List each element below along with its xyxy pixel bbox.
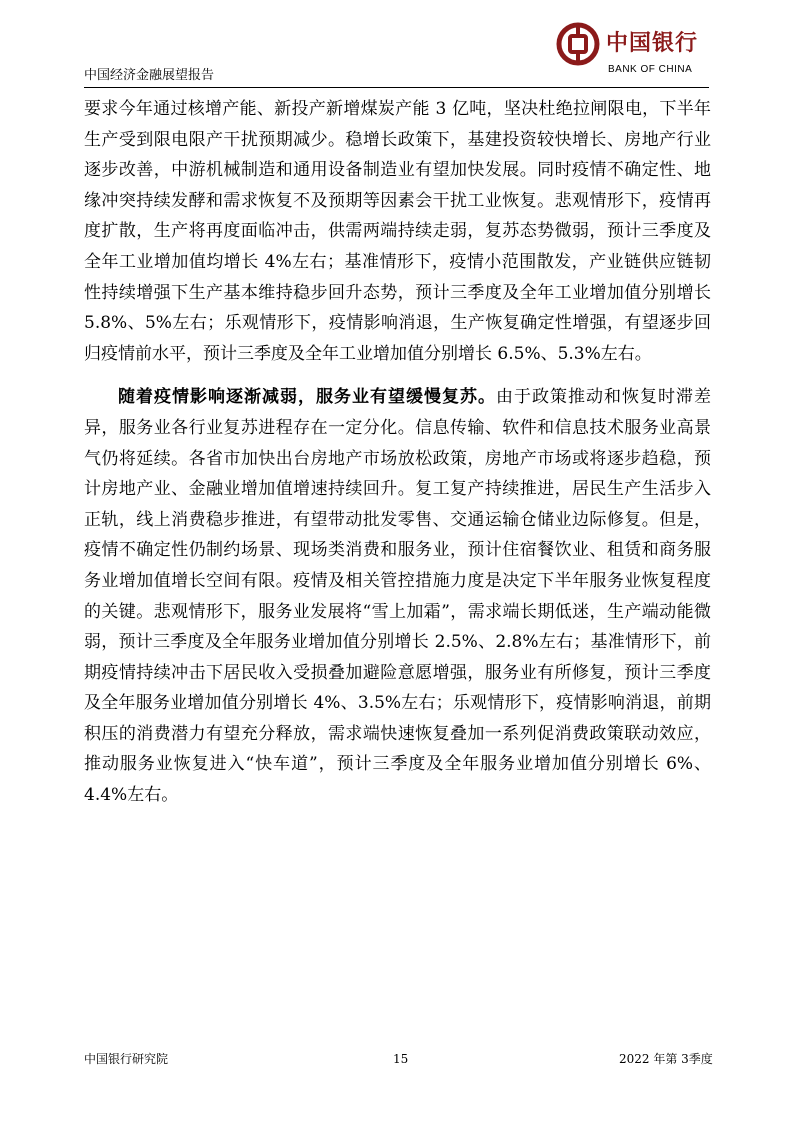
bank-of-china-emblem-icon — [556, 22, 600, 66]
logo-english-text: BANK OF CHINA — [608, 64, 693, 75]
paragraph-services-text: 由于政策推动和恢复时滞差异，服务业各行业复苏进程存在一定分化。信息传输、软件和信息技术服务业高景气仍将延续。各省市加快出台房地产市场放松政策，房地产市场或将逐步趋稳，预计房地产业、金融业增加值增速持续回升。复工复产持续推进，居民生产生活步入正轨，线上消费稳步推进，有望带动批发零售、交通运输仓储业边际修复。但是，疫情不确定性仍制约场景、现场类消费和服务业，预计住宿餐饮业、租赁和商务服务业增加值增长空间有限。疫情及相关管控措施力度是决定下半年服务业恢复程度的关键。悲观情形下，服务业发展将“雪上加霜”，需求端长期低迷，生产端动能微弱，预计三季度及全年服务业增加值分别增长 2.5%、2.8%左右；基准情形下，前期疫情持续冲击下居民收入受损叠加避险意愿增强，服务业有所修复，预计三季度及全年服务业增加值分别增长 4%、3.5%左右；乐观情形下，疫情影响消退，前期积压的消费潜力有望充分释放，需求端快速恢复叠加一系列促消费政策联动效应，推动服务业恢复进入“快车道”，预计三季度及全年服务业增加值分别增长 6%、4.4%左右。 — [84, 387, 711, 806]
report-body — [84, 94, 711, 811]
footer-period: 2022 年第 3季度 — [619, 1052, 713, 1066]
logo-chinese-text: 中国银行 — [606, 30, 699, 56]
report-title: 中国经济金融展望报告 — [84, 68, 215, 83]
page-number: 15 — [393, 1052, 409, 1066]
header-divider — [84, 87, 709, 88]
bank-logo — [556, 22, 712, 80]
paragraph-industry: 要求今年通过核增产能、新投产新增煤炭产能 3 亿吨，坚决杜绝拉闸限电，下半年生产受到限电限产干扰预期减少。稳增长政策下，基建投资较快增长、房地产行业逐步改善，中游机械制造和通用设备制造业有望加快发展。同时疫情不确定性、地缘冲突持续发酵和需求恢复不及预期等因素会干扰工业恢复。悲观情形下，疫情再度扩散，生产将再度面临冲击，供需两端持续走弱，复苏态势微弱，预计三季度及全年工业增加值均增长 4%左右；基准情形下，疫情小范围散发，产业链供应链韧性持续增强下生产基本维持稳步回升态势，预计三季度及全年工业增加值分别增长 5.8%、5%左右；乐观情形下，疫情影响消退，生产恢复确定性增强，有望逐步回归疫情前水平，预计三季度及全年工业增加值分别增长 6.5%、5.3%左右。 — [84, 99, 711, 364]
paragraph-services — [84, 382, 711, 810]
paragraph-services-lead: 随着疫情影响逐渐减弱，服务业有望缓慢复苏。 — [118, 387, 496, 408]
footer-publisher: 中国银行研究院 — [84, 1052, 169, 1066]
